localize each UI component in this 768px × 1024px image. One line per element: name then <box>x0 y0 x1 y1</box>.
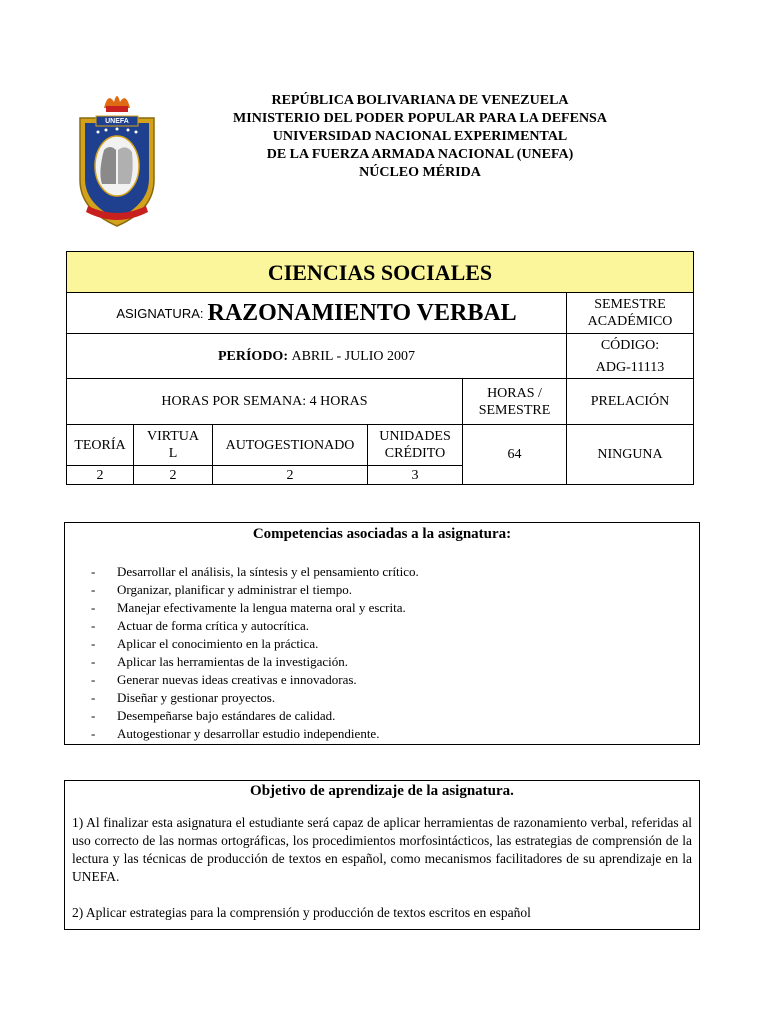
bullet-dash: - <box>91 636 96 651</box>
autogestionado-label-cell <box>212 424 368 466</box>
codigo-label: CÓDIGO: <box>600 337 660 353</box>
virtual-value-cell <box>133 465 213 485</box>
objetivo-title: Objetivo de aprendizaje de la asignatura. <box>250 783 514 799</box>
list-item <box>65 689 699 707</box>
list-item <box>65 725 699 743</box>
header-line: NÚCLEO MÉRIDA <box>359 165 481 180</box>
asignatura-name: RAZONAMIENTO VERBAL <box>207 299 517 326</box>
codigo-cell <box>566 333 694 379</box>
list-item <box>65 617 699 635</box>
list-item <box>65 653 699 671</box>
bullet-dash: - <box>91 600 96 615</box>
area-title-text: CIENCIAS SOCIALES <box>267 259 493 285</box>
bullet-dash: - <box>91 726 96 741</box>
bullet-dash: - <box>91 618 96 633</box>
semestre-cell <box>566 292 694 334</box>
autogestionado-label: AUTOGESTIONADO <box>225 437 355 453</box>
unidades-value-cell <box>367 465 463 485</box>
horas-semestre-label: HORAS / SEMESTRE <box>478 385 551 418</box>
prelacion-label-cell <box>566 378 694 425</box>
virtual-label-cell <box>133 424 213 466</box>
course-info-table <box>66 251 694 485</box>
horas-semestre-value: 64 <box>507 447 522 462</box>
header-line: MINISTERIO DEL PODER POPULAR PARA LA DEFENSA <box>233 111 607 126</box>
header-line: DE LA FUERZA ARMADA NACIONAL (UNEFA) <box>266 147 574 162</box>
asignatura-cell <box>66 292 567 334</box>
semestre-label: SEMESTRE ACADÉMICO <box>587 297 673 329</box>
header-line: UNIVERSIDAD NACIONAL EXPERIMENTAL <box>272 129 568 144</box>
objetivo-paragraph-1: 1) Al finalizar esta asignatura el estudiante será capaz de aplicar herramientas de razonamiento verbal, referidas al uso correcto de las normas ortográficas, los procedimientos morfosintácticos, las estrategias de comprensión de la lectura y las técnicas de producción de textos en español, como mecanismos facilitadores de su aprendizaje en la UNEFA. <box>72 815 692 884</box>
prelacion-value: NINGUNA <box>597 447 663 462</box>
unefa-shield-icon <box>74 88 160 232</box>
unidades-value: 3 <box>411 467 419 483</box>
list-item-text: Generar nuevas ideas creativas e innovadoras. <box>117 672 357 687</box>
periodo-cell <box>66 333 567 379</box>
objetivo-box <box>64 780 700 930</box>
list-item-text: Desarrollar el análisis, la síntesis y el pensamiento crítico. <box>117 564 419 579</box>
competencias-title: Competencias asociadas a la asignatura: <box>252 526 512 542</box>
list-item <box>65 671 699 689</box>
list-item-text: Manejar efectivamente la lengua materna oral y escrita. <box>117 600 406 615</box>
bullet-dash: - <box>91 654 96 669</box>
list-item <box>65 599 699 617</box>
virtual-value: 2 <box>169 467 177 483</box>
list-item <box>65 581 699 599</box>
list-item <box>65 707 699 725</box>
autogestionado-value: 2 <box>286 467 294 483</box>
unidades-label-cell <box>367 424 463 466</box>
teoria-value-cell <box>66 465 134 485</box>
horas-semana: HORAS POR SEMANA: 4 HORAS <box>161 394 368 409</box>
header-line: REPÚBLICA BOLIVARIANA DE VENEZUELA <box>271 93 569 108</box>
list-item-text: Diseñar y gestionar proyectos. <box>117 690 276 705</box>
teoria-label-cell <box>66 424 134 466</box>
virtual-label: VIRTUA L <box>146 429 200 461</box>
list-item <box>65 563 699 581</box>
list-item-text: Organizar, planificar y administrar el tiempo. <box>117 582 352 597</box>
bullet-dash: - <box>91 690 96 705</box>
autogestionado-value-cell <box>212 465 368 485</box>
horas-semana-cell <box>66 378 463 425</box>
asignatura-label: ASIGNATURA: <box>116 305 204 321</box>
codigo-value: ADG-11113 <box>595 359 665 375</box>
horas-semestre-label-cell <box>462 378 567 425</box>
bullet-dash: - <box>91 708 96 723</box>
list-item <box>65 635 699 653</box>
objetivo-paragraph-2: 2) Aplicar estrategias para la comprensión y producción de textos escritos en español <box>72 905 531 920</box>
list-item-text: Actuar de forma crítica y autocrítica. <box>117 618 310 633</box>
list-item-text: Aplicar el conocimiento en la práctica. <box>117 636 319 651</box>
prelacion-label: PRELACIÓN <box>590 394 670 409</box>
competencias-box <box>64 522 700 745</box>
list-item-text: Aplicar las herramientas de la investigación. <box>117 654 349 669</box>
institution-header <box>170 92 670 182</box>
list-item-text: Autogestionar y desarrollar estudio independiente. <box>117 726 380 741</box>
periodo-label: PERÍODO: <box>217 348 288 364</box>
bullet-dash: - <box>91 564 96 579</box>
competencias-list <box>65 563 699 743</box>
unefa-logo <box>74 88 160 232</box>
periodo-value: ABRIL - JULIO 2007 <box>291 348 416 364</box>
prelacion-value-cell <box>566 424 694 485</box>
area-title <box>66 251 694 293</box>
bullet-dash: - <box>91 582 96 597</box>
bullet-dash: - <box>91 672 96 687</box>
teoria-label: TEORÍA <box>74 437 126 453</box>
list-item-text: Desempeñarse bajo estándares de calidad. <box>117 708 336 723</box>
horas-semestre-value-cell <box>462 424 567 485</box>
logo-text: UNEFA <box>105 118 129 125</box>
unidades-label: UNIDADES CRÉDITO <box>379 429 451 461</box>
teoria-value: 2 <box>96 467 104 483</box>
